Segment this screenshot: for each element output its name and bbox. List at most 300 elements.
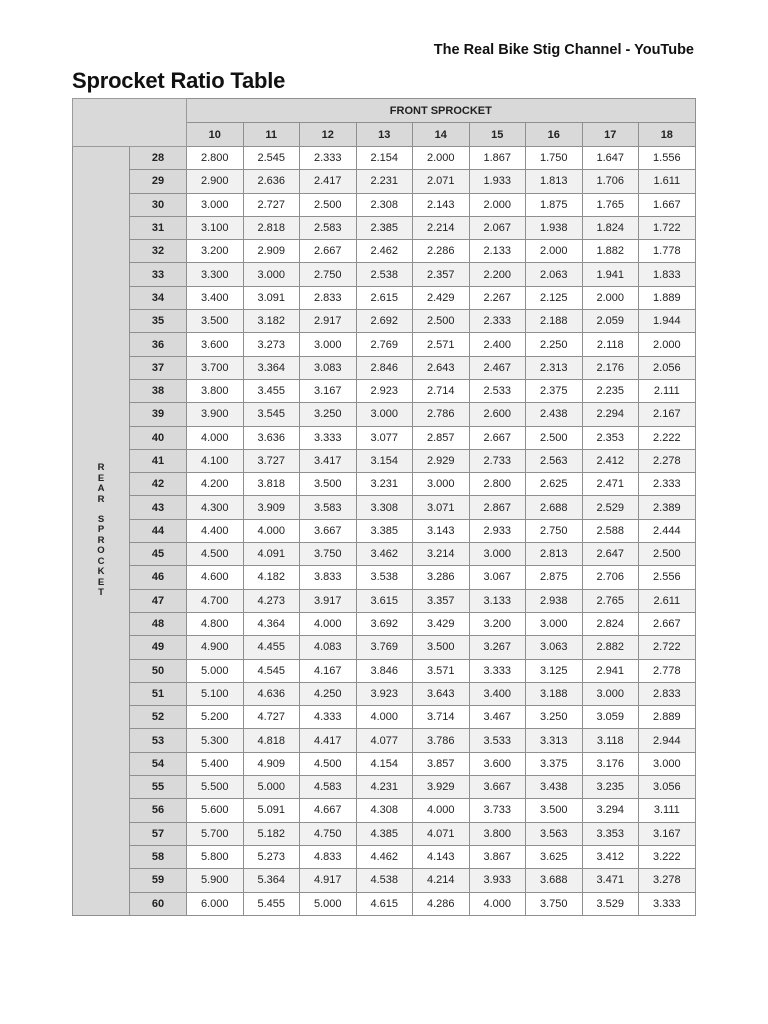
ratio-cell: 3.714 [413,706,470,729]
ratio-cell: 1.813 [526,170,583,193]
rear-teeth-cell: 51 [130,682,187,705]
table-row [73,333,696,356]
table-header-row [73,99,696,123]
ratio-cell: 2.429 [413,286,470,309]
table-row [73,496,696,519]
table-row [73,147,696,170]
ratio-cell: 2.389 [639,496,696,519]
ratio-cell: 2.063 [526,263,583,286]
ratio-cell: 2.231 [356,170,413,193]
ratio-cell: 2.308 [356,193,413,216]
ratio-cell: 4.909 [243,752,300,775]
rear-teeth-cell: 50 [130,659,187,682]
ratio-cell: 2.706 [582,566,639,589]
ratio-cell: 4.000 [300,612,357,635]
table-row [73,612,696,635]
ratio-cell: 2.563 [526,449,583,472]
rear-teeth-cell: 56 [130,799,187,822]
ratio-cell: 2.333 [639,473,696,496]
ratio-cell: 4.100 [187,449,244,472]
ratio-cell: 2.611 [639,589,696,612]
front-teeth-header: 11 [243,123,300,147]
ratio-cell: 3.923 [356,682,413,705]
ratio-cell: 2.909 [243,240,300,263]
rear-teeth-cell: 44 [130,519,187,542]
ratio-cell: 3.385 [356,519,413,542]
ratio-cell: 2.471 [582,473,639,496]
table-row [73,822,696,845]
ratio-cell: 3.667 [300,519,357,542]
ratio-cell: 3.222 [639,845,696,868]
ratio-cell: 2.778 [639,659,696,682]
ratio-cell: 3.111 [639,799,696,822]
ratio-cell: 5.700 [187,822,244,845]
ratio-cell: 3.300 [187,263,244,286]
ratio-cell: 4.538 [356,869,413,892]
rear-teeth-cell: 58 [130,845,187,868]
front-teeth-header: 15 [469,123,526,147]
front-teeth-header: 18 [639,123,696,147]
front-teeth-header: 17 [582,123,639,147]
ratio-cell: 5.091 [243,799,300,822]
ratio-cell: 4.091 [243,543,300,566]
ratio-cell: 2.667 [639,612,696,635]
ratio-cell: 4.000 [243,519,300,542]
ratio-cell: 2.278 [639,449,696,472]
ratio-cell: 4.400 [187,519,244,542]
ratio-cell: 2.583 [300,216,357,239]
ratio-cell: 4.000 [469,892,526,915]
rear-teeth-cell: 49 [130,636,187,659]
ratio-cell: 2.056 [639,356,696,379]
table-row [73,356,696,379]
table-row [73,193,696,216]
ratio-cell: 2.500 [413,310,470,333]
ratio-cell: 2.769 [356,333,413,356]
ratio-cell: 2.800 [469,473,526,496]
rear-teeth-cell: 37 [130,356,187,379]
ratio-cell: 3.917 [300,589,357,612]
ratio-cell: 3.529 [582,892,639,915]
rear-teeth-cell: 28 [130,147,187,170]
ratio-cell: 2.438 [526,403,583,426]
rear-teeth-cell: 53 [130,729,187,752]
ratio-cell: 3.615 [356,589,413,612]
ratio-cell: 3.600 [187,333,244,356]
ratio-cell: 3.333 [639,892,696,915]
ratio-cell: 3.133 [469,589,526,612]
table-row [73,752,696,775]
ratio-cell: 5.500 [187,776,244,799]
ratio-cell: 2.188 [526,310,583,333]
ratio-cell: 3.231 [356,473,413,496]
ratio-cell: 2.786 [413,403,470,426]
ratio-cell: 3.867 [469,845,526,868]
table-corner [73,99,187,147]
ratio-cell: 2.111 [639,379,696,402]
ratio-cell: 2.875 [526,566,583,589]
ratio-cell: 3.563 [526,822,583,845]
ratio-cell: 5.300 [187,729,244,752]
rear-teeth-cell: 45 [130,543,187,566]
ratio-cell: 5.273 [243,845,300,868]
ratio-cell: 3.188 [526,682,583,705]
ratio-cell: 3.750 [300,543,357,566]
ratio-cell: 2.688 [526,496,583,519]
page-title: Sprocket Ratio Table [72,68,286,93]
sprocket-ratio-table [72,98,696,916]
ratio-cell: 3.273 [243,333,300,356]
ratio-cell: 1.889 [639,286,696,309]
ratio-cell: 2.500 [639,543,696,566]
table-row [73,566,696,589]
rear-teeth-cell: 35 [130,310,187,333]
ratio-cell: 2.357 [413,263,470,286]
ratio-cell: 4.000 [356,706,413,729]
ratio-cell: 3.000 [243,263,300,286]
ratio-cell: 3.214 [413,543,470,566]
ratio-cell: 2.353 [582,426,639,449]
ratio-cell: 3.636 [243,426,300,449]
ratio-cell: 4.615 [356,892,413,915]
ratio-cell: 3.000 [639,752,696,775]
ratio-cell: 3.267 [469,636,526,659]
ratio-cell: 5.400 [187,752,244,775]
table-row [73,589,696,612]
ratio-cell: 4.833 [300,845,357,868]
ratio-cell: 3.900 [187,403,244,426]
front-teeth-header: 12 [300,123,357,147]
ratio-cell: 3.786 [413,729,470,752]
rear-teeth-cell: 55 [130,776,187,799]
ratio-cell: 1.765 [582,193,639,216]
ratio-cell: 2.667 [300,240,357,263]
rear-teeth-cell: 39 [130,403,187,426]
rear-teeth-cell: 59 [130,869,187,892]
ratio-cell: 2.133 [469,240,526,263]
ratio-cell: 2.714 [413,379,470,402]
table-row [73,216,696,239]
ratio-cell: 3.438 [526,776,583,799]
ratio-cell: 2.533 [469,379,526,402]
ratio-cell: 4.900 [187,636,244,659]
rear-teeth-cell: 31 [130,216,187,239]
table-row [73,449,696,472]
ratio-cell: 4.385 [356,822,413,845]
ratio-cell: 2.941 [582,659,639,682]
ratio-cell: 2.250 [526,333,583,356]
ratio-cell: 2.588 [582,519,639,542]
ratio-cell: 1.933 [469,170,526,193]
rear-sprocket-label [73,147,130,916]
ratio-cell: 3.154 [356,449,413,472]
ratio-cell: 1.944 [639,310,696,333]
rear-teeth-cell: 41 [130,449,187,472]
rear-teeth-cell: 29 [130,170,187,193]
ratio-cell: 4.462 [356,845,413,868]
ratio-cell: 3.000 [526,612,583,635]
ratio-cell: 5.100 [187,682,244,705]
ratio-cell: 2.556 [639,566,696,589]
ratio-cell: 5.182 [243,822,300,845]
ratio-cell: 2.000 [469,193,526,216]
ratio-cell: 3.929 [413,776,470,799]
ratio-cell: 3.200 [469,612,526,635]
ratio-cell: 1.706 [582,170,639,193]
ratio-cell: 2.400 [469,333,526,356]
ratio-cell: 3.250 [300,403,357,426]
table-row [73,519,696,542]
ratio-cell: 3.583 [300,496,357,519]
ratio-cell: 2.462 [356,240,413,263]
ratio-cell: 3.000 [582,682,639,705]
ratio-cell: 3.846 [356,659,413,682]
rear-teeth-cell: 48 [130,612,187,635]
ratio-cell: 2.933 [469,519,526,542]
ratio-cell: 1.938 [526,216,583,239]
ratio-cell: 3.471 [582,869,639,892]
ratio-cell: 4.636 [243,682,300,705]
table-row [73,869,696,892]
ratio-cell: 2.467 [469,356,526,379]
ratio-cell: 4.231 [356,776,413,799]
ratio-cell: 2.813 [526,543,583,566]
ratio-cell: 4.083 [300,636,357,659]
ratio-cell: 2.750 [526,519,583,542]
ratio-cell: 2.846 [356,356,413,379]
ratio-cell: 2.600 [469,403,526,426]
ratio-cell: 2.750 [300,263,357,286]
ratio-cell: 3.063 [526,636,583,659]
ratio-cell: 3.167 [639,822,696,845]
ratio-cell: 3.400 [187,286,244,309]
ratio-cell: 5.000 [300,892,357,915]
ratio-cell: 1.867 [469,147,526,170]
ratio-cell: 4.154 [356,752,413,775]
ratio-cell: 3.818 [243,473,300,496]
table-row [73,776,696,799]
ratio-cell: 1.824 [582,216,639,239]
front-teeth-header: 16 [526,123,583,147]
ratio-cell: 4.077 [356,729,413,752]
ratio-cell: 2.000 [413,147,470,170]
ratio-cell: 1.722 [639,216,696,239]
ratio-cell: 2.667 [469,426,526,449]
ratio-cell: 2.647 [582,543,639,566]
ratio-cell: 2.824 [582,612,639,635]
ratio-cell: 3.545 [243,403,300,426]
ratio-cell: 3.250 [526,706,583,729]
ratio-cell: 3.467 [469,706,526,729]
rear-teeth-cell: 36 [130,333,187,356]
ratio-cell: 2.800 [187,147,244,170]
ratio-cell: 2.444 [639,519,696,542]
ratio-cell: 2.000 [582,286,639,309]
ratio-cell: 2.625 [526,473,583,496]
ratio-cell: 3.000 [300,333,357,356]
ratio-cell: 3.056 [639,776,696,799]
rear-teeth-cell: 52 [130,706,187,729]
ratio-cell: 3.333 [300,426,357,449]
ratio-cell: 2.167 [639,403,696,426]
ratio-cell: 3.667 [469,776,526,799]
ratio-cell: 3.800 [469,822,526,845]
ratio-cell: 2.500 [300,193,357,216]
ratio-cell: 2.294 [582,403,639,426]
ratio-cell: 2.385 [356,216,413,239]
ratio-cell: 4.308 [356,799,413,822]
ratio-cell: 2.267 [469,286,526,309]
ratio-cell: 2.722 [639,636,696,659]
ratio-cell: 4.917 [300,869,357,892]
ratio-cell: 3.462 [356,543,413,566]
ratio-cell: 3.167 [300,379,357,402]
ratio-cell: 3.059 [582,706,639,729]
ratio-cell: 2.538 [356,263,413,286]
front-sprocket-label: FRONT SPROCKET [187,99,696,123]
ratio-cell: 5.000 [187,659,244,682]
ratio-cell: 3.400 [469,682,526,705]
ratio-cell: 4.000 [187,426,244,449]
ratio-cell: 3.688 [526,869,583,892]
ratio-cell: 5.200 [187,706,244,729]
rear-teeth-cell: 57 [130,822,187,845]
table-row [73,659,696,682]
ratio-cell: 3.571 [413,659,470,682]
ratio-cell: 5.364 [243,869,300,892]
rear-teeth-cell: 32 [130,240,187,263]
ratio-cell: 2.176 [582,356,639,379]
ratio-cell: 3.364 [243,356,300,379]
ratio-cell: 1.556 [639,147,696,170]
ratio-cell: 3.000 [413,473,470,496]
ratio-cell: 3.692 [356,612,413,635]
ratio-cell: 3.429 [413,612,470,635]
ratio-cell: 1.833 [639,263,696,286]
ratio-cell: 2.059 [582,310,639,333]
ratio-cell: 5.600 [187,799,244,822]
ratio-cell: 1.667 [639,193,696,216]
ratio-cell: 6.000 [187,892,244,915]
rear-teeth-cell: 54 [130,752,187,775]
ratio-cell: 3.625 [526,845,583,868]
ratio-cell: 2.889 [639,706,696,729]
ratio-cell: 3.500 [413,636,470,659]
ratio-cell: 1.611 [639,170,696,193]
ratio-cell: 2.692 [356,310,413,333]
ratio-cell: 4.300 [187,496,244,519]
rear-teeth-cell: 43 [130,496,187,519]
table-row [73,729,696,752]
ratio-cell: 4.071 [413,822,470,845]
ratio-cell: 1.778 [639,240,696,263]
ratio-cell: 3.833 [300,566,357,589]
ratio-cell: 4.600 [187,566,244,589]
ratio-cell: 2.500 [526,426,583,449]
ratio-cell: 2.118 [582,333,639,356]
ratio-cell: 4.750 [300,822,357,845]
table-row [73,636,696,659]
ratio-cell: 4.333 [300,706,357,729]
ratio-cell: 2.938 [526,589,583,612]
ratio-cell: 2.222 [639,426,696,449]
ratio-cell: 3.412 [582,845,639,868]
ratio-cell: 2.071 [413,170,470,193]
ratio-cell: 4.727 [243,706,300,729]
ratio-cell: 4.167 [300,659,357,682]
table-row [73,286,696,309]
ratio-cell: 3.857 [413,752,470,775]
ratio-cell: 3.643 [413,682,470,705]
ratio-cell: 3.200 [187,240,244,263]
ratio-cell: 3.600 [469,752,526,775]
ratio-cell: 1.875 [526,193,583,216]
ratio-cell: 4.545 [243,659,300,682]
ratio-cell: 1.647 [582,147,639,170]
ratio-cell: 4.417 [300,729,357,752]
ratio-cell: 3.100 [187,216,244,239]
ratio-cell: 2.545 [243,147,300,170]
ratio-cell: 3.091 [243,286,300,309]
ratio-cell: 3.417 [300,449,357,472]
rear-teeth-cell: 34 [130,286,187,309]
ratio-cell: 2.200 [469,263,526,286]
ratio-cell: 2.923 [356,379,413,402]
table-row [73,240,696,263]
ratio-cell: 3.067 [469,566,526,589]
ratio-cell: 2.733 [469,449,526,472]
rear-teeth-cell: 38 [130,379,187,402]
ratio-cell: 3.000 [356,403,413,426]
ratio-cell: 4.273 [243,589,300,612]
ratio-cell: 3.357 [413,589,470,612]
ratio-cell: 4.500 [187,543,244,566]
ratio-cell: 2.900 [187,170,244,193]
ratio-cell: 2.867 [469,496,526,519]
ratio-cell: 3.700 [187,356,244,379]
rear-teeth-cell: 42 [130,473,187,496]
ratio-cell: 2.235 [582,379,639,402]
ratio-cell: 3.125 [526,659,583,682]
ratio-cell: 4.000 [413,799,470,822]
ratio-cell: 2.727 [243,193,300,216]
table-row [73,263,696,286]
ratio-cell: 2.857 [413,426,470,449]
ratio-cell: 2.417 [300,170,357,193]
ratio-cell: 2.000 [639,333,696,356]
ratio-cell: 2.944 [639,729,696,752]
ratio-cell: 3.455 [243,379,300,402]
ratio-cell: 2.882 [582,636,639,659]
ratio-cell: 3.000 [469,543,526,566]
ratio-cell: 4.250 [300,682,357,705]
ratio-cell: 3.286 [413,566,470,589]
table-row [73,706,696,729]
ratio-cell: 4.700 [187,589,244,612]
ratio-cell: 2.313 [526,356,583,379]
ratio-cell: 3.733 [469,799,526,822]
rear-teeth-cell: 46 [130,566,187,589]
ratio-cell: 3.933 [469,869,526,892]
ratio-cell: 2.529 [582,496,639,519]
ratio-cell: 2.917 [300,310,357,333]
ratio-cell: 2.571 [413,333,470,356]
table-body [73,147,696,916]
ratio-cell: 2.333 [300,147,357,170]
ratio-cell: 3.500 [526,799,583,822]
ratio-cell: 4.667 [300,799,357,822]
ratio-cell: 2.615 [356,286,413,309]
